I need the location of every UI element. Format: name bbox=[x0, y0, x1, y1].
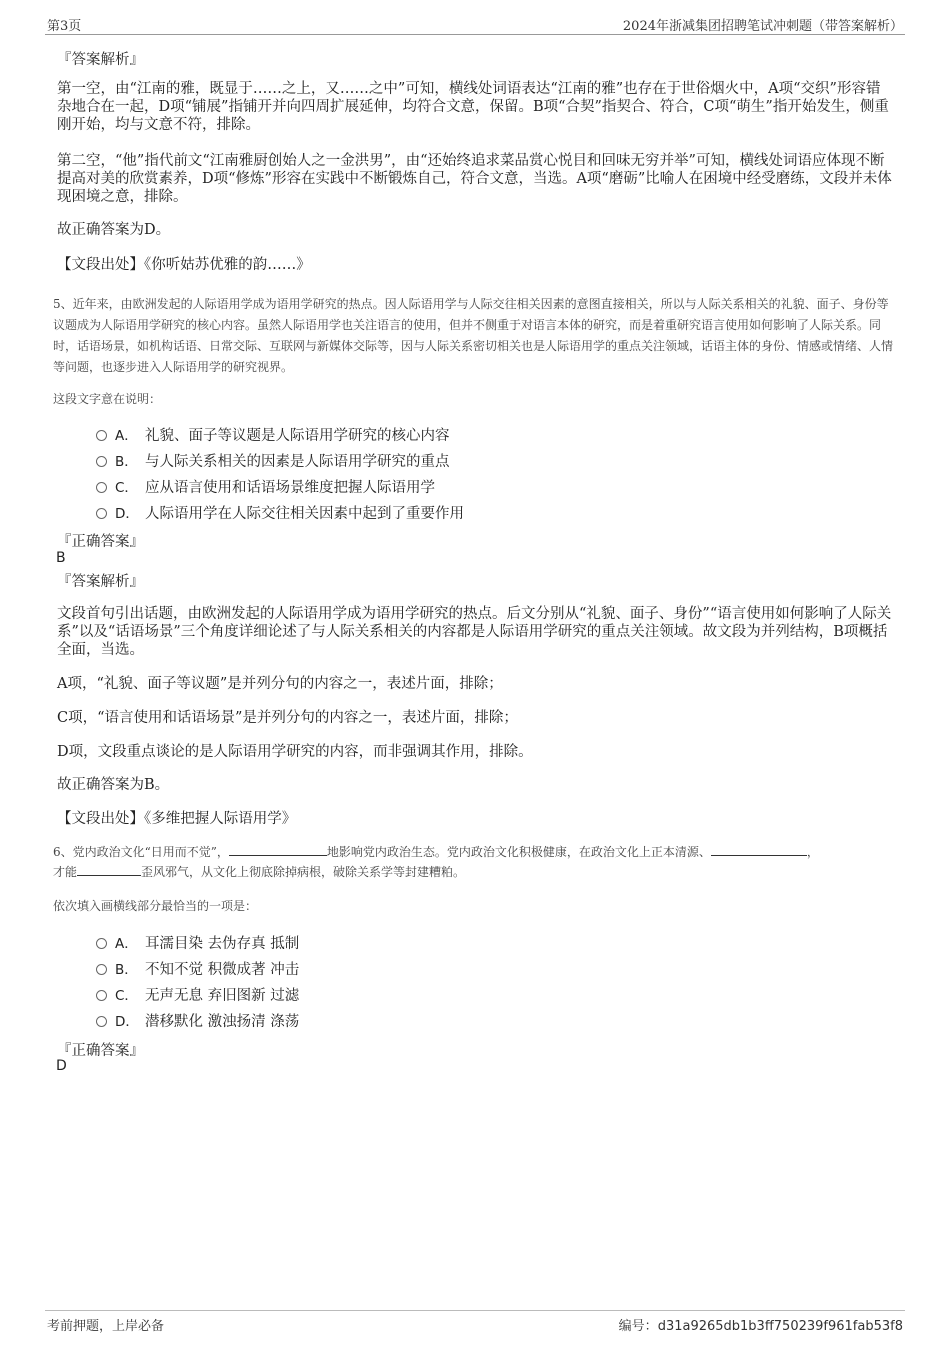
page-number: 第3页 bbox=[47, 19, 82, 34]
q5-stem: 5、近年来，由欧洲发起的人际语用学成为语用学研究的热点。因人际语用学与人际交往相关因素的意图直接相关，所以与人际关系相关的礼貌、面子、身份等议题成为人际语用学研究的核心内容。虽然人际语用学也关注语言的使用，但并不侧重于对语言本体的研究，而是着重研究语言使用如何影响了人际关系。同时，话语场景，如机构话语、日常交际、互联网与新媒体交际等，因与人际关系密切相关也是人际语用学的重点关注领域，话语主体的身份、情感或情绪、人情等问题，也逐步进入人际语用学的研究视界。 bbox=[53, 297, 894, 374]
q4-conclusion: 故正确答案为D。 bbox=[57, 222, 171, 238]
radio-icon[interactable] bbox=[96, 938, 107, 949]
q5-option-d[interactable]: D． 人际语用学在人际交往相关因素中起到了重要作用 bbox=[96, 502, 464, 522]
q5-option-a[interactable]: A． 礼貌、面子等议题是人际语用学研究的核心内容 bbox=[96, 424, 450, 444]
fill-blank-2[interactable] bbox=[711, 843, 807, 856]
q6-stem-line-2: 才能 歪风邪气，从文化上彻底除掉病根，破除关系学等封建糟粕。 bbox=[53, 865, 466, 879]
q4-analysis-para-2: 第二空，“他”指代前文“江南雅厨创始人之一金洪男”，由“还始终追求菜品赏心悦目和回味无穷并举”可知，横线处词语应体现不断提高对美的欣赏素养，D项“修炼”形容在实践中不断锻炼自己，符合文意，当选。A项“磨砺”比喻人在困境中经受磨练，文段并未体现困境之意，排除。 bbox=[57, 153, 892, 205]
radio-icon[interactable] bbox=[96, 456, 107, 467]
q5-analysis-para-4: D项，文段重点谈论的是人际语用学研究的内容，而非强调其作用，排除。 bbox=[57, 744, 533, 760]
radio-icon[interactable] bbox=[96, 430, 107, 441]
footer-slogan: 考前押题，上岸必备 bbox=[47, 1319, 165, 1334]
page-header bbox=[45, 12, 905, 35]
radio-icon[interactable] bbox=[96, 964, 107, 975]
q5-source: 【文段出处】《多维把握人际语用学》 bbox=[57, 811, 297, 827]
q6-answer-label: 『正确答案』 bbox=[57, 1043, 144, 1059]
q5-prompt: 这段文字意在说明： bbox=[53, 392, 162, 406]
document-title: 2024年浙减集团招聘笔试冲刺题（带答案解析） bbox=[622, 19, 903, 34]
fill-blank-1[interactable] bbox=[229, 843, 327, 856]
q6-option-a[interactable]: A． 耳濡目染 去伪存真 抵制 bbox=[96, 932, 299, 952]
q5-analysis-para-2: A项，“礼貌、面子等议题”是并列分句的内容之一，表述片面，排除； bbox=[57, 676, 503, 692]
q5-analysis-para-3: C项，“语言使用和话语场景”是并列分句的内容之一，表述片面，排除； bbox=[57, 710, 518, 726]
q5-analysis-label: 『答案解析』 bbox=[57, 574, 144, 590]
page-footer bbox=[45, 1310, 905, 1336]
radio-icon[interactable] bbox=[96, 990, 107, 1001]
q6-prompt: 依次填入画横线部分最恰当的一项是： bbox=[53, 899, 258, 913]
q6-option-b[interactable]: B． 不知不觉 积微成著 冲击 bbox=[96, 958, 299, 978]
q6-option-c[interactable]: C． 无声无息 弃旧图新 过滤 bbox=[96, 984, 299, 1004]
q4-analysis-para-1: 第一空，由“江南的雅，既显于……之上，又……之中”可知，横线处词语表达“江南的雅”也存在于世俗烟火中，A项“交织”形容错杂地合在一起，D项“铺展”指铺开并向四周扩展延伸，均符合文意，保留。B项“合契”指契合、符合，C项“萌生”指开始发生，侧重刚开始，均与文意不符，排除。 bbox=[57, 81, 889, 133]
document-code: 编号：d31a9265db1b3ff750239f961fab53f8 bbox=[618, 1319, 903, 1334]
q4-source: 【文段出处】《你听姑苏优雅的韵……》 bbox=[57, 257, 311, 273]
q6-stem-line-1: 6、党内政治文化“日用而不觉”， 地影响党内政治生态。党内政治文化积极健康，在政治文化上正本清源、 ， bbox=[53, 845, 819, 859]
q6-option-d[interactable]: D． 潜移默化 激浊扬清 涤荡 bbox=[96, 1010, 299, 1030]
q5-answer: B bbox=[56, 550, 66, 566]
radio-icon[interactable] bbox=[96, 482, 107, 493]
q5-conclusion: 故正确答案为B。 bbox=[57, 777, 170, 793]
q6-answer: D bbox=[56, 1058, 67, 1074]
radio-icon[interactable] bbox=[96, 1016, 107, 1027]
q5-option-b[interactable]: B． 与人际关系相关的因素是人际语用学研究的重点 bbox=[96, 450, 450, 470]
q5-option-c[interactable]: C． 应从语言使用和话语场景维度把握人际语用学 bbox=[96, 476, 435, 496]
q5-answer-label: 『正确答案』 bbox=[57, 534, 144, 550]
fill-blank-3[interactable] bbox=[77, 863, 141, 876]
radio-icon[interactable] bbox=[96, 508, 107, 519]
q4-analysis-label: 『答案解析』 bbox=[57, 52, 144, 68]
q5-analysis-para-1: 文段首句引出话题，由欧洲发起的人际语用学成为语用学研究的热点。后文分别从“礼貌、面子、身份”“语言使用如何影响了人际关系”以及“话语场景”三个角度详细论述了与人际关系相关的内容都是人际语用学研究的重点关注领域。故文段为并列结构，B项概括全面，当选。 bbox=[57, 606, 892, 658]
